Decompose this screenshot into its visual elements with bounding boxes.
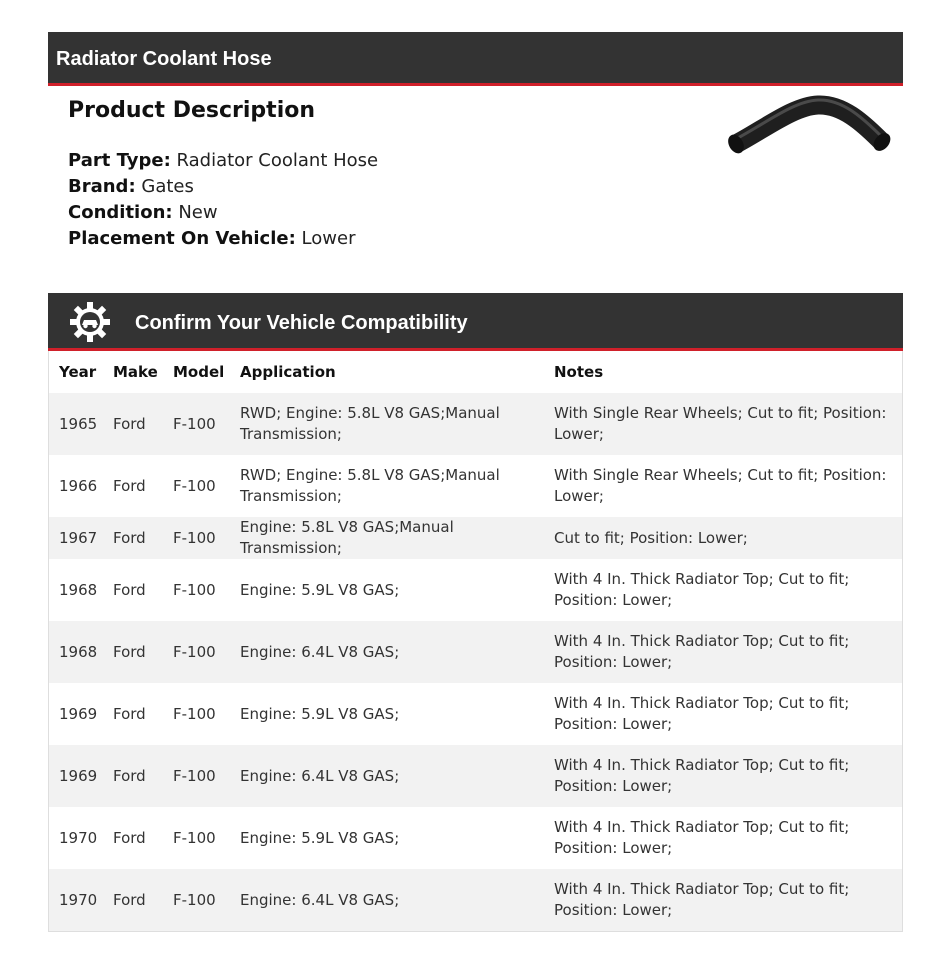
table-cell: With Single Rear Wheels; Cut to fit; Position: Lower; <box>554 404 887 443</box>
table-cell: Ford <box>113 642 146 661</box>
table-cell: With 4 In. Thick Radiator Top; Cut to fit; Position: Lower; <box>554 818 850 857</box>
radiator-hose-icon <box>722 92 898 172</box>
table-cell: Ford <box>113 580 146 599</box>
spec-list <box>68 148 708 252</box>
table-cell: Ford <box>113 828 146 847</box>
table-cell: RWD; Engine: 5.8L V8 GAS;Manual Transmission; <box>240 466 500 505</box>
spec-row <box>68 226 708 252</box>
spec-label: Part Type: <box>68 150 171 171</box>
table-cell: Ford <box>113 766 146 785</box>
table-row <box>49 393 902 455</box>
table-cell: With 4 In. Thick Radiator Top; Cut to fit; Position: Lower; <box>554 756 850 795</box>
table-cell: Engine: 6.4L V8 GAS; <box>240 766 400 785</box>
table-row <box>49 559 902 621</box>
compatibility-table <box>48 351 903 932</box>
table-cell: F-100 <box>173 828 216 847</box>
table-row <box>49 869 902 931</box>
table-cell: F-100 <box>173 476 216 495</box>
spec-value: Radiator Coolant Hose <box>176 150 379 171</box>
table-row <box>49 621 902 683</box>
table-cell: 1967 <box>59 528 98 547</box>
table-cell: With 4 In. Thick Radiator Top; Cut to fit; Position: Lower; <box>554 880 850 919</box>
table-cell: F-100 <box>173 890 216 909</box>
table-cell: Ford <box>113 704 146 723</box>
table-cell: Ford <box>113 476 146 495</box>
table-cell: F-100 <box>173 704 216 723</box>
table-cell: 1965 <box>59 414 98 433</box>
spec-value: Gates <box>141 176 194 197</box>
table-cell: 1969 <box>59 704 98 723</box>
column-header: Model <box>163 351 230 393</box>
column-header: Application <box>230 351 544 393</box>
table-cell: 1969 <box>59 766 98 785</box>
table-row <box>49 745 902 807</box>
description-heading: Product Description <box>68 98 316 123</box>
table-cell: RWD; Engine: 5.8L V8 GAS;Manual Transmission; <box>240 404 500 443</box>
table-cell: Ford <box>113 528 146 547</box>
table-cell: Ford <box>113 890 146 909</box>
table-cell: Ford <box>113 414 146 433</box>
page-title: Radiator Coolant Hose <box>56 48 272 70</box>
spec-row <box>68 174 708 200</box>
spec-value: New <box>178 202 218 223</box>
title-banner <box>48 32 903 86</box>
table-cell: With 4 In. Thick Radiator Top; Cut to fit; Position: Lower; <box>554 694 850 733</box>
table-cell: With 4 In. Thick Radiator Top; Cut to fit; Position: Lower; <box>554 632 850 671</box>
table-cell: Engine: 6.4L V8 GAS; <box>240 890 400 909</box>
table-cell: 1968 <box>59 642 98 661</box>
table-cell: Engine: 5.9L V8 GAS; <box>240 580 400 599</box>
table-cell: With 4 In. Thick Radiator Top; Cut to fit; Position: Lower; <box>554 570 850 609</box>
table-cell: 1970 <box>59 890 98 909</box>
spec-label: Condition: <box>68 202 173 223</box>
table-cell: F-100 <box>173 766 216 785</box>
gear-car-icon <box>69 301 111 343</box>
table-row <box>49 455 902 517</box>
spec-row <box>68 200 708 226</box>
spec-label: Placement On Vehicle: <box>68 228 296 249</box>
table-cell: 1970 <box>59 828 98 847</box>
table-cell: Engine: 5.8L V8 GAS;Manual Transmission; <box>240 518 454 557</box>
table-row <box>49 683 902 745</box>
table-cell: F-100 <box>173 414 216 433</box>
product-description <box>68 96 708 252</box>
table-row <box>49 517 902 559</box>
column-header: Make <box>103 351 163 393</box>
table-cell: F-100 <box>173 642 216 661</box>
table-cell: F-100 <box>173 580 216 599</box>
compatibility-banner <box>48 293 903 351</box>
table-cell: F-100 <box>173 528 216 547</box>
column-header: Year <box>49 351 103 393</box>
table-cell: With Single Rear Wheels; Cut to fit; Position: Lower; <box>554 466 887 505</box>
table-cell: 1968 <box>59 580 98 599</box>
table-cell: Engine: 5.9L V8 GAS; <box>240 704 400 723</box>
spec-label: Brand: <box>68 176 136 197</box>
table-cell: Cut to fit; Position: Lower; <box>554 528 748 547</box>
table-header-row <box>49 351 902 393</box>
table-cell: 1966 <box>59 476 98 495</box>
table-cell: Engine: 5.9L V8 GAS; <box>240 828 400 847</box>
spec-value: Lower <box>301 228 356 249</box>
table-row <box>49 807 902 869</box>
compatibility-title: Confirm Your Vehicle Compatibility <box>135 312 468 334</box>
column-header: Notes <box>544 351 902 393</box>
spec-row <box>68 148 708 174</box>
table-cell: Engine: 6.4L V8 GAS; <box>240 642 400 661</box>
